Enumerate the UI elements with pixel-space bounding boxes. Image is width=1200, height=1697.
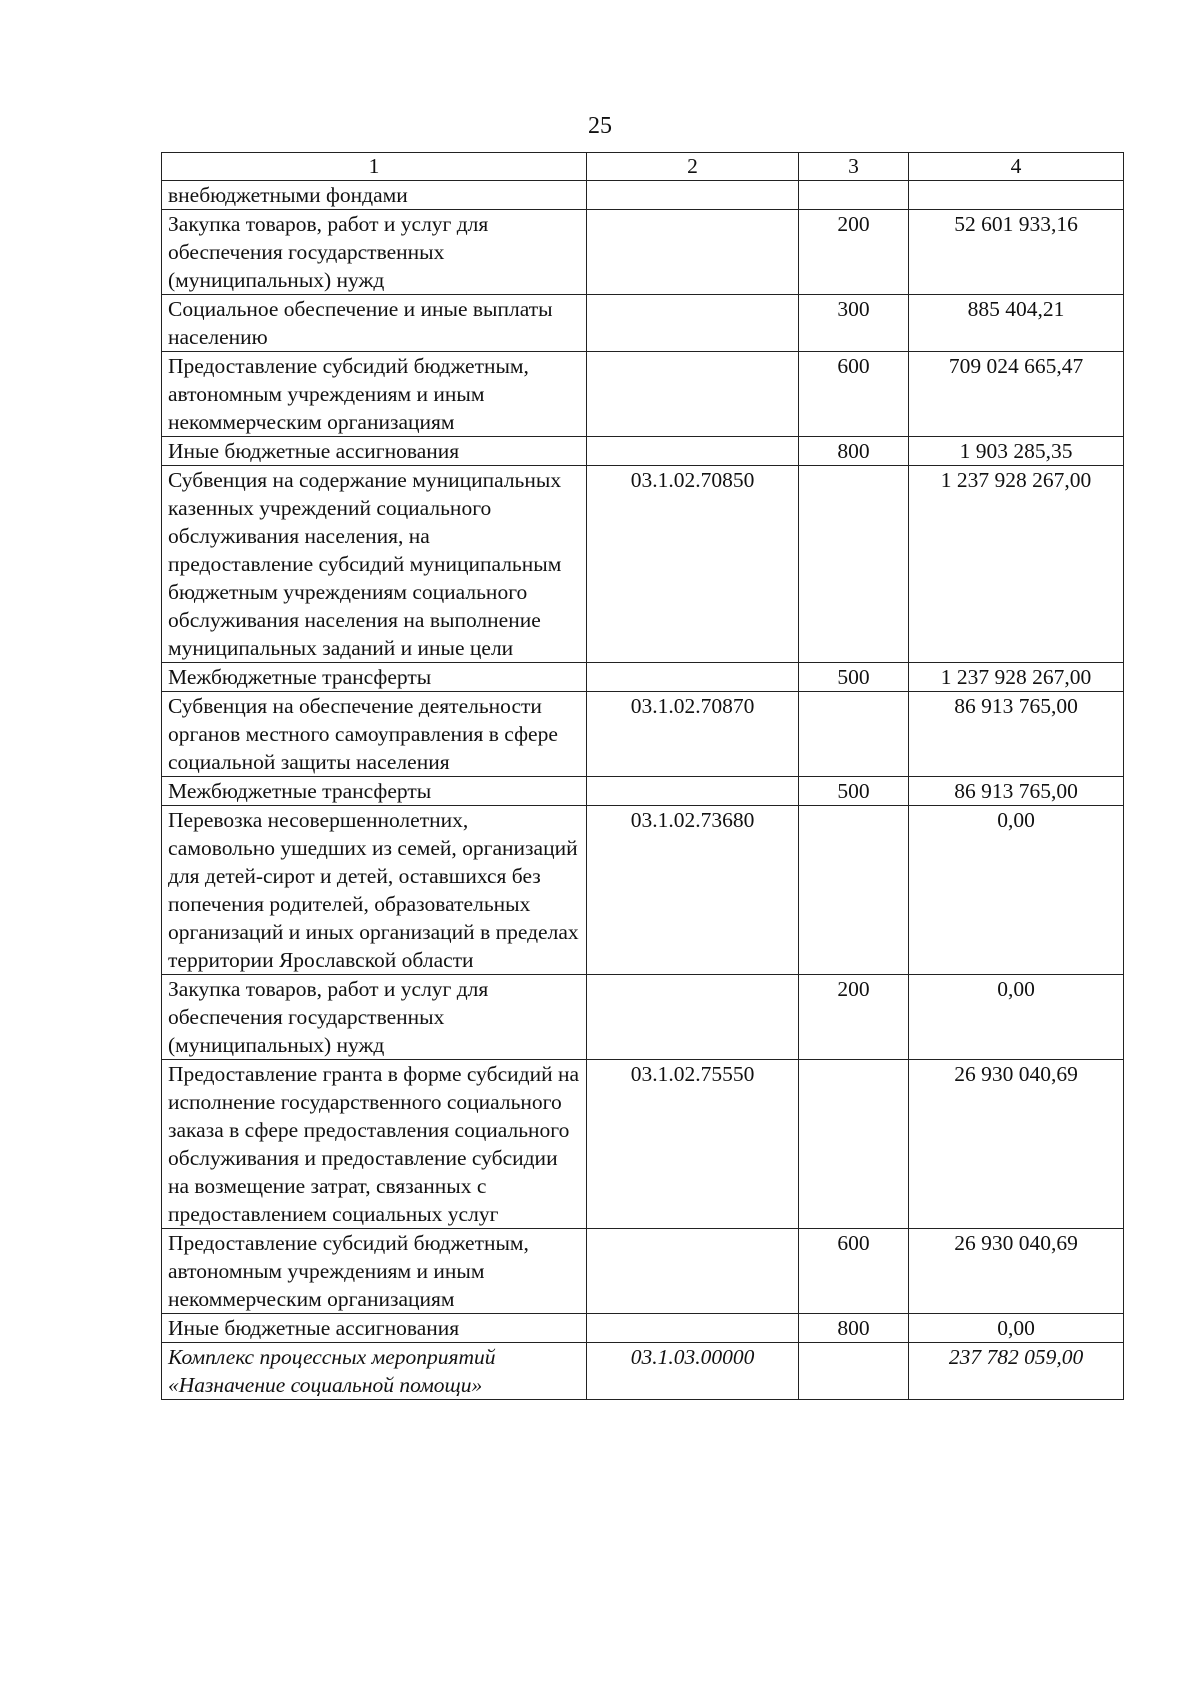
target-code-cell bbox=[587, 777, 799, 806]
expense-type-cell: 500 bbox=[799, 663, 909, 692]
target-code-cell bbox=[587, 437, 799, 466]
item-name-cell: Комплекс процессных мероприятий «Назначение социальной помощи» bbox=[162, 1343, 587, 1400]
amount-cell bbox=[909, 181, 1124, 210]
amount-cell: 1 903 285,35 bbox=[909, 437, 1124, 466]
expense-type-cell: 600 bbox=[799, 352, 909, 437]
table-row bbox=[162, 352, 1124, 437]
target-code-cell: 03.1.02.75550 bbox=[587, 1060, 799, 1229]
target-code-cell bbox=[587, 663, 799, 692]
expense-type-cell bbox=[799, 466, 909, 663]
amount-cell: 237 782 059,00 bbox=[909, 1343, 1124, 1400]
item-name-cell: Предоставление субсидий бюджетным, автономным учреждениям и иным некоммерческим организациям bbox=[162, 1229, 587, 1314]
amount-cell: 26 930 040,69 bbox=[909, 1229, 1124, 1314]
column-header-3: 3 bbox=[799, 153, 909, 181]
target-code-cell: 03.1.03.00000 bbox=[587, 1343, 799, 1400]
amount-cell: 52 601 933,16 bbox=[909, 210, 1124, 295]
table-row bbox=[162, 210, 1124, 295]
table-row bbox=[162, 975, 1124, 1060]
expense-type-cell bbox=[799, 692, 909, 777]
target-code-cell bbox=[587, 352, 799, 437]
amount-cell: 885 404,21 bbox=[909, 295, 1124, 352]
amount-cell: 709 024 665,47 bbox=[909, 352, 1124, 437]
amount-cell: 86 913 765,00 bbox=[909, 692, 1124, 777]
expense-type-cell bbox=[799, 806, 909, 975]
item-name-cell: Предоставление гранта в форме субсидий на исполнение государственного социального заказа в сфере предоставления социального обслуживания и предоставление субсидии на возмещение затрат, связанных с предоставлением социальных услуг bbox=[162, 1060, 587, 1229]
expense-type-cell: 800 bbox=[799, 1314, 909, 1343]
table-row bbox=[162, 1060, 1124, 1229]
item-name-cell: Межбюджетные трансферты bbox=[162, 663, 587, 692]
table-row bbox=[162, 466, 1124, 663]
table-body bbox=[162, 153, 1124, 1400]
column-header-2: 2 bbox=[587, 153, 799, 181]
item-name-cell: Иные бюджетные ассигнования bbox=[162, 437, 587, 466]
expense-type-cell: 300 bbox=[799, 295, 909, 352]
target-code-cell bbox=[587, 210, 799, 295]
amount-cell: 0,00 bbox=[909, 975, 1124, 1060]
item-name-cell: Межбюджетные трансферты bbox=[162, 777, 587, 806]
amount-cell: 1 237 928 267,00 bbox=[909, 663, 1124, 692]
table-row bbox=[162, 692, 1124, 777]
item-name-cell: Социальное обеспечение и иные выплаты населению bbox=[162, 295, 587, 352]
table-header-row bbox=[162, 153, 1124, 181]
expense-type-cell bbox=[799, 1343, 909, 1400]
item-name-cell: Субвенция на обеспечение деятельности органов местного самоуправления в сфере социальной защиты населения bbox=[162, 692, 587, 777]
target-code-cell: 03.1.02.70850 bbox=[587, 466, 799, 663]
target-code-cell: 03.1.02.73680 bbox=[587, 806, 799, 975]
expense-type-cell bbox=[799, 181, 909, 210]
table-row bbox=[162, 1343, 1124, 1400]
table-row bbox=[162, 437, 1124, 466]
target-code-cell bbox=[587, 975, 799, 1060]
expense-type-cell: 200 bbox=[799, 975, 909, 1060]
item-name-cell: внебюджетными фондами bbox=[162, 181, 587, 210]
expense-type-cell: 200 bbox=[799, 210, 909, 295]
column-header-1: 1 bbox=[162, 153, 587, 181]
table-row bbox=[162, 806, 1124, 975]
target-code-cell: 03.1.02.70870 bbox=[587, 692, 799, 777]
amount-cell: 26 930 040,69 bbox=[909, 1060, 1124, 1229]
amount-cell: 1 237 928 267,00 bbox=[909, 466, 1124, 663]
item-name-cell: Перевозка несовершеннолетних, самовольно ушедших из семей, организаций для детей-сирот и детей, оставшихся без попечения родителей, образовательных организаций и иных организаций в пределах территории Ярославской области bbox=[162, 806, 587, 975]
table-row bbox=[162, 1229, 1124, 1314]
amount-cell: 0,00 bbox=[909, 1314, 1124, 1343]
amount-cell: 86 913 765,00 bbox=[909, 777, 1124, 806]
expense-type-cell: 800 bbox=[799, 437, 909, 466]
page-number: 25 bbox=[588, 113, 612, 139]
amount-cell: 0,00 bbox=[909, 806, 1124, 975]
item-name-cell: Закупка товаров, работ и услуг для обеспечения государственных (муниципальных) нужд bbox=[162, 210, 587, 295]
target-code-cell bbox=[587, 1314, 799, 1343]
table-row bbox=[162, 181, 1124, 210]
item-name-cell: Предоставление субсидий бюджетным, автономным учреждениям и иным некоммерческим организациям bbox=[162, 352, 587, 437]
item-name-cell: Закупка товаров, работ и услуг для обеспечения государственных (муниципальных) нужд bbox=[162, 975, 587, 1060]
column-header-4: 4 bbox=[909, 153, 1124, 181]
expense-type-cell bbox=[799, 1060, 909, 1229]
expense-type-cell: 500 bbox=[799, 777, 909, 806]
item-name-cell: Субвенция на содержание муниципальных казенных учреждений социального обслуживания населения, на предоставление субсидий муниципальным бюджетным учреждениям социального обслуживания населения на выполнение муниципальных заданий и иные цели bbox=[162, 466, 587, 663]
table-row bbox=[162, 295, 1124, 352]
table-row bbox=[162, 663, 1124, 692]
item-name-cell: Иные бюджетные ассигнования bbox=[162, 1314, 587, 1343]
target-code-cell bbox=[587, 1229, 799, 1314]
target-code-cell bbox=[587, 181, 799, 210]
table-row bbox=[162, 1314, 1124, 1343]
table-row bbox=[162, 777, 1124, 806]
expense-type-cell: 600 bbox=[799, 1229, 909, 1314]
budget-table bbox=[161, 152, 1124, 1400]
target-code-cell bbox=[587, 295, 799, 352]
